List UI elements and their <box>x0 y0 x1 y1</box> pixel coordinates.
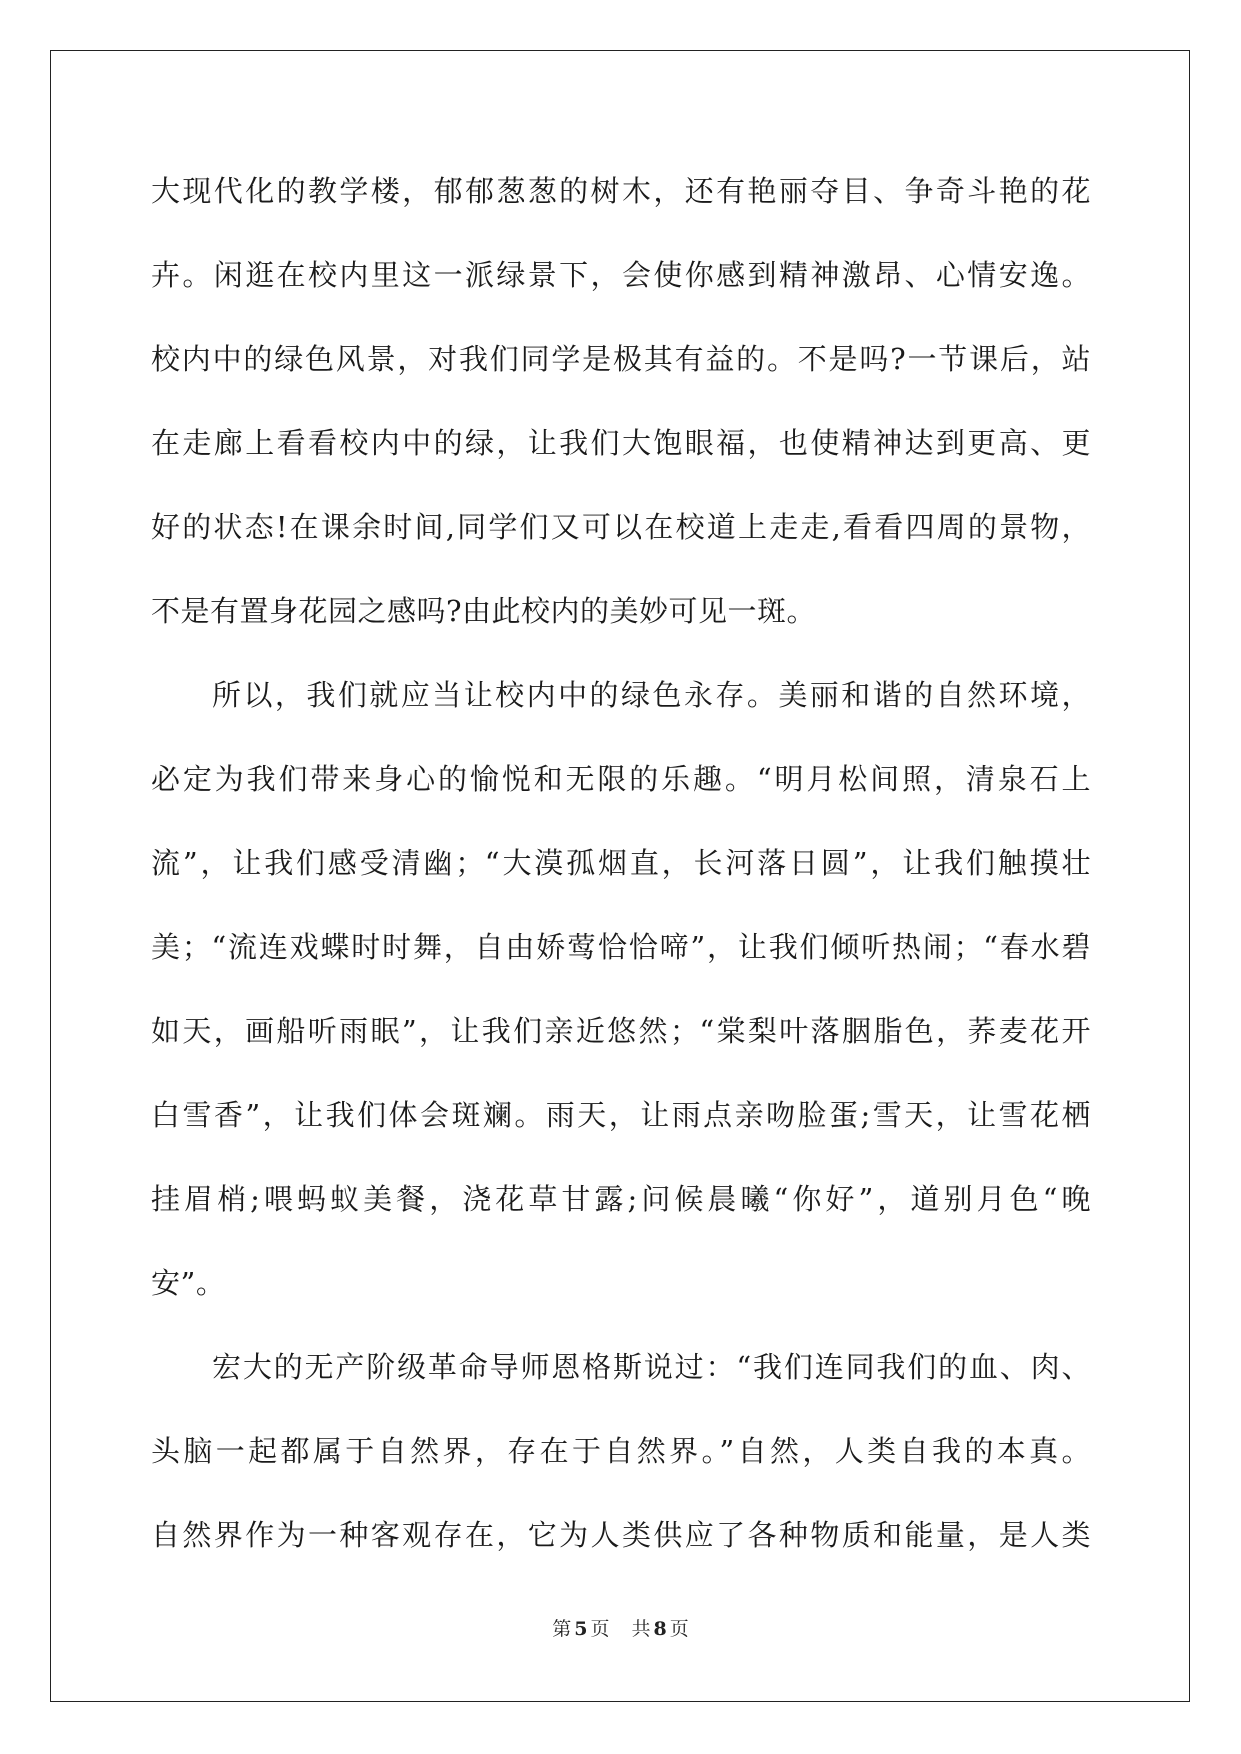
text-line: 好的状态!在课余时间,同学们又可以在校道上走走,看看四周的景物， <box>151 510 1091 544</box>
footer-total-prefix: 共 <box>631 1618 651 1640</box>
current-page-number: 5 <box>574 1618 588 1640</box>
text-line: 在走廊上看看校内中的绿，让我们大饱眼福，也使精神达到更高、更 <box>151 426 1091 460</box>
text-line: 卉。闲逛在校内里这一派绿景下，会使你感到精神激昂、心情安逸。 <box>151 258 1091 292</box>
text-line: 挂眉梢;喂蚂蚁美餐，浇花草甘露;问候晨曦“你好”，道别月色“晚 <box>151 1182 1091 1216</box>
text-line: 如天，画船听雨眠”，让我们亲近悠然；“棠梨叶落胭脂色，荞麦花开 <box>151 1014 1091 1048</box>
page-footer <box>0 1614 1241 1641</box>
text-line: 校内中的绿色风景，对我们同学是极其有益的。不是吗?一节课后，站 <box>151 342 1091 376</box>
text-line: 白雪香”，让我们体会斑斓。雨天，让雨点亲吻脸蛋;雪天，让雪花栖 <box>151 1098 1091 1132</box>
total-pages-number: 8 <box>653 1618 667 1640</box>
paragraph-start-line: 所以，我们就应当让校内中的绿色永存。美丽和谐的自然环境， <box>212 678 1091 712</box>
text-line: 大现代化的教学楼，郁郁葱葱的树木，还有艳丽夺目、争奇斗艳的花 <box>151 174 1091 208</box>
footer-total-suffix: 页 <box>669 1618 689 1640</box>
footer-page-suffix: 页 <box>590 1618 610 1640</box>
paragraph-start-line: 宏大的无产阶级革命导师恩格斯说过：“我们连同我们的血、肉、 <box>212 1350 1091 1384</box>
text-line: 流”，让我们感受清幽；“大漠孤烟直，长河落日圆”，让我们触摸壮 <box>151 846 1091 880</box>
document-body <box>151 164 1091 1592</box>
text-line: 必定为我们带来身心的愉悦和无限的乐趣。“明月松间照，清泉石上 <box>151 762 1091 796</box>
text-line: 头脑一起都属于自然界，存在于自然界。”自然，人类自我的本真。 <box>151 1434 1091 1468</box>
text-line: 安”。 <box>151 1266 226 1300</box>
text-line: 自然界作为一种客观存在，它为人类供应了各种物质和能量，是人类 <box>151 1518 1091 1552</box>
text-line: 美；“流连戏蝶时时舞，自由娇莺恰恰啼”，让我们倾听热闹；“春水碧 <box>151 930 1091 964</box>
text-line: 不是有置身花园之感吗?由此校内的美妙可见一斑。 <box>151 594 817 628</box>
footer-prefix: 第 <box>552 1618 572 1640</box>
